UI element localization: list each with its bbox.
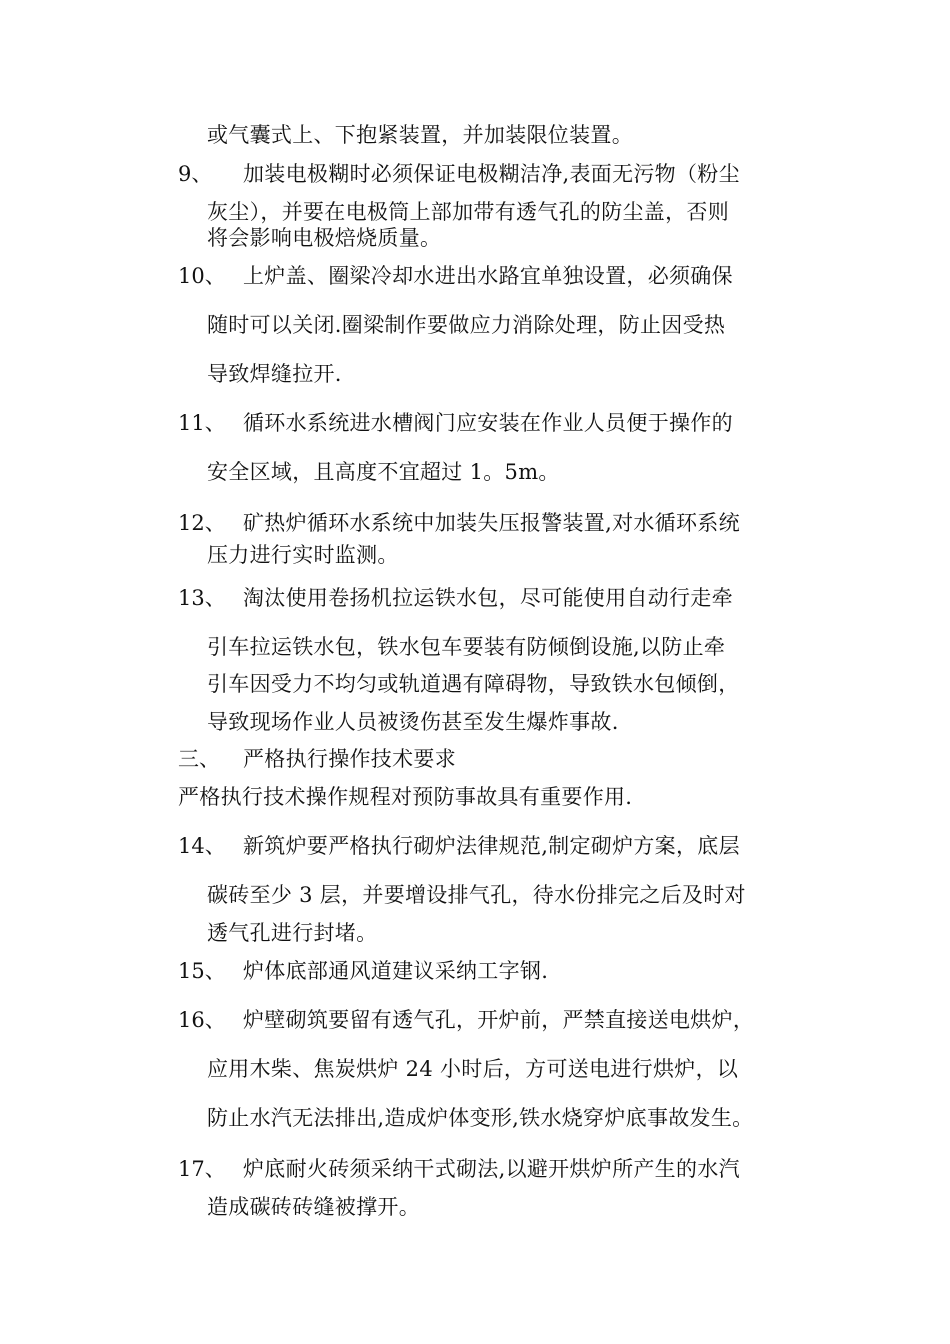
text-line: 安全区域，且高度不宜超过 1。5m。 <box>207 460 560 484</box>
text-line: 矿热炉循环水系统中加装失压报警装置,对水循环系统 <box>243 511 740 535</box>
text-line: 炉壁砌筑要留有透气孔，开炉前，严禁直接送电烘炉， <box>243 1008 755 1032</box>
section-heading: 严格执行操作技术要求 <box>243 747 456 771</box>
item-number: 9、 <box>178 162 213 186</box>
text-line: 灰尘），并要在电极筒上部加带有透气孔的防尘盖，否则 <box>207 200 729 224</box>
text-line: 循环水系统进水槽阀门应安装在作业人员便于操作的 <box>243 411 733 435</box>
text-line: 透气孔进行封堵。 <box>207 921 378 945</box>
text-line: 引车拉运铁水包，铁水包车要装有防倾倒设施,以防止牵 <box>207 635 726 659</box>
item-number: 16、 <box>178 1008 226 1032</box>
item-number: 10、 <box>178 264 226 288</box>
text-line: 炉体底部通风道建议采纳工字钢. <box>243 959 549 983</box>
text-line: 加装电极糊时必须保证电极糊洁净,表面无污物（粉尘 <box>243 162 740 186</box>
item-number: 11、 <box>178 411 226 435</box>
text-line: 或气囊式上、下抱紧装置，并加装限位装置。 <box>207 123 633 147</box>
text-line: 压力进行实时监测。 <box>207 543 399 567</box>
text-line: 导致焊缝拉开. <box>207 362 342 386</box>
item-number: 15、 <box>178 959 226 983</box>
section-number: 三、 <box>178 747 220 771</box>
item-number: 13、 <box>178 586 226 610</box>
text-line: 随时可以关闭.圈梁制作要做应力消除处理，防止因受热 <box>207 313 726 337</box>
text-line: 淘汰使用卷扬机拉运铁水包，尽可能使用自动行走牵 <box>243 586 733 610</box>
text-line: 应用木柴、焦炭烘炉 24 小时后，方可送电进行烘炉，以 <box>207 1057 739 1081</box>
text-line: 炉底耐火砖须采纳干式砌法,以避开烘炉所产生的水汽 <box>243 1157 740 1181</box>
item-number: 14、 <box>178 834 226 858</box>
text-line: 导致现场作业人员被烫伤甚至发生爆炸事故. <box>207 710 619 734</box>
text-line: 引车因受力不均匀或轨道遇有障碍物，导致铁水包倾倒， <box>207 672 740 696</box>
item-number: 12、 <box>178 511 226 535</box>
text-line: 造成碳砖砖缝被撑开。 <box>207 1195 420 1219</box>
text-line: 碳砖至少 3 层，并要增设排气孔，待水份排完之后及时对 <box>207 883 746 907</box>
text-line: 上炉盖、圈梁冷却水进出水路宜单独设置，必须确保 <box>243 264 733 288</box>
text-line: 防止水汽无法排出,造成炉体变形,铁水烧穿炉底事故发生。 <box>207 1106 754 1130</box>
item-number: 17、 <box>178 1157 226 1181</box>
text-line: 严格执行技术操作规程对预防事故具有重要作用. <box>178 785 633 809</box>
text-line: 新筑炉要严格执行砌炉法律规范,制定砌炉方案，底层 <box>243 834 740 858</box>
text-line: 将会影响电极焙烧质量。 <box>207 226 442 250</box>
